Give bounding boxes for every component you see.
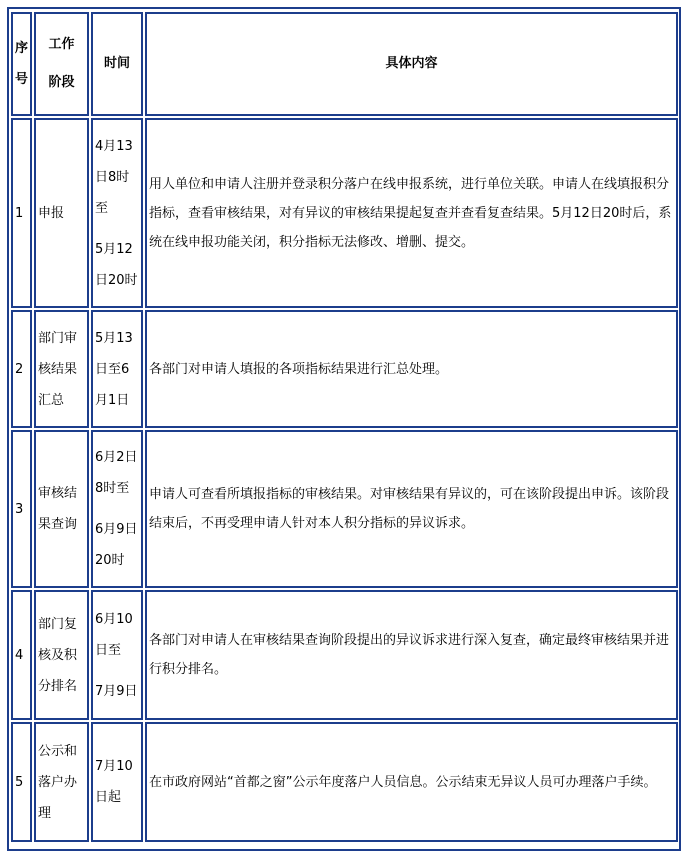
header-time: 时间 <box>91 12 143 116</box>
header-index-char-1: 序 <box>15 41 29 56</box>
table-row-4 <box>11 590 678 720</box>
row-3-time-line: 20时 <box>95 553 125 568</box>
row-4-content: 各部门对申请人在审核结果查询阶段提出的异议诉求进行深入复查，确定最终审核结果并进行积分排名。 <box>145 590 678 720</box>
row-3-time-line: 6月9日 <box>95 522 138 537</box>
row-1-time <box>91 118 143 308</box>
row-5-time-line: 7月10 <box>95 759 133 774</box>
row-4-stage: 部门复核及积分排名 <box>34 590 89 720</box>
row-1-index: 1 <box>11 118 32 308</box>
table-row-5 <box>11 722 678 842</box>
row-3-time-gap <box>95 504 139 514</box>
row-3-time-line: 6月2日 <box>95 450 138 465</box>
row-2-time <box>91 310 143 428</box>
row-1-stage: 申报 <box>34 118 89 308</box>
row-3-content: 申请人可查看所填报指标的审核结果。对审核结果有异议的，可在该阶段提出申诉。该阶段结束后，不再受理申请人针对本人积分指标的异议诉求。 <box>145 430 678 588</box>
row-2-stage: 部门审核结果汇总 <box>34 310 89 428</box>
row-1-time-line: 至 <box>95 200 109 216</box>
row-5-content: 在市政府网站“首都之窗”公示年度落户人员信息。公示结束无异议人员可办理落户手续。 <box>145 722 678 842</box>
row-4-time <box>91 590 143 720</box>
row-2-index: 2 <box>11 310 32 428</box>
header-content: 具体内容 <box>145 12 678 116</box>
row-1-time-line: 5月12 <box>95 241 133 257</box>
row-4-index: 4 <box>11 590 32 720</box>
row-5-time <box>91 722 143 842</box>
row-4-time-line: 日至 <box>95 642 122 658</box>
row-2-time-line: 日至6 <box>95 361 130 377</box>
row-3-stage: 审核结果查询 <box>34 430 89 588</box>
row-2-time-line: 5月13 <box>95 330 133 346</box>
header-index <box>11 12 32 116</box>
row-3-index: 3 <box>11 430 32 588</box>
header-stage <box>34 12 89 116</box>
row-5-index: 5 <box>11 722 32 842</box>
header-index-char-2: 号 <box>15 72 29 87</box>
row-5-stage: 公示和落户办理 <box>34 722 89 842</box>
table-row-2 <box>11 310 678 428</box>
header-stage-line-1: 工作 <box>48 37 75 52</box>
row-1-time-line: 4月13 <box>95 138 133 154</box>
row-4-time-line: 6月10 <box>95 611 133 627</box>
header-row <box>11 12 678 116</box>
row-1-time-gap <box>95 224 139 234</box>
row-4-time-gap <box>95 666 139 676</box>
row-4-time-line: 7月9日 <box>95 683 138 699</box>
row-5-time-line: 日起 <box>95 790 122 805</box>
row-2-time-line: 月1日 <box>95 392 130 408</box>
schedule-table <box>9 10 680 844</box>
row-1-content: 用人单位和申请人注册并登录积分落户在线申报系统，进行单位关联。申请人在线填报积分指标，查看审核结果，对有异议的审核结果提起复查并查看复查结果。5月12日20时后，系统在线申报功能关闭，积分指标无法修改、增删、提交。 <box>145 118 678 308</box>
row-3-time-line: 8时至 <box>95 481 130 496</box>
row-2-content: 各部门对申请人填报的各项指标结果进行汇总处理。 <box>145 310 678 428</box>
header-stage-line-2: 阶段 <box>48 75 75 90</box>
table-row-3 <box>11 430 678 588</box>
row-3-time <box>91 430 143 588</box>
row-1-time-line: 日8时 <box>95 169 130 185</box>
table-row-1 <box>11 118 678 308</box>
row-1-time-line: 日20时 <box>95 272 138 288</box>
